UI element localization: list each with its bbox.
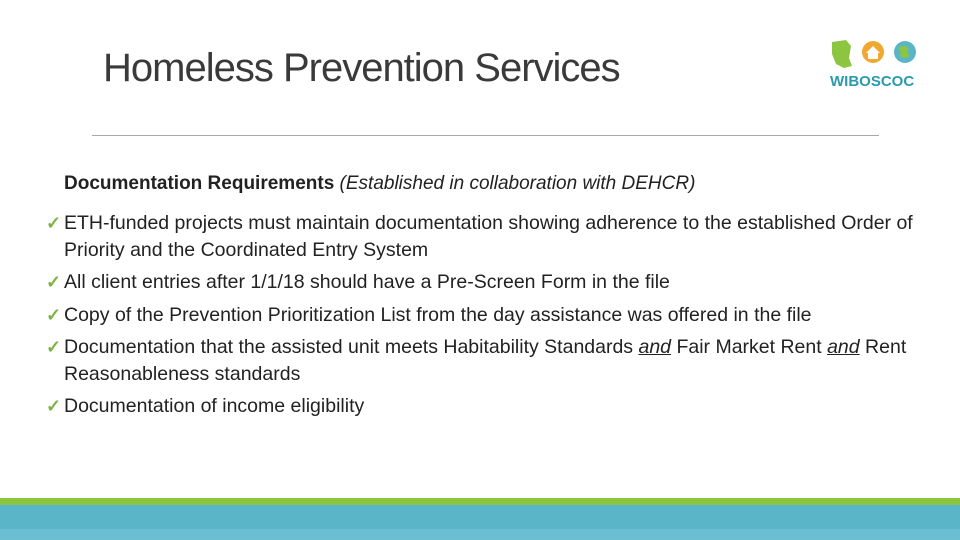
- checkmark-icon: ✓: [46, 213, 62, 233]
- item-text: Rent Reasonableness standards: [64, 336, 907, 385]
- checkmark-icon: ✓: [46, 304, 62, 325]
- wiboscoc-logo: [826, 36, 926, 96]
- list-item: [46, 393, 936, 420]
- item-text: Documentation that the assisted unit meets Habitability Standards: [64, 336, 639, 358]
- title-divider: [92, 135, 879, 136]
- footer-bar-green: [0, 498, 960, 505]
- subheading: [64, 173, 695, 195]
- wisconsin-shape-icon: [832, 40, 852, 68]
- checkmark-icon: ✓: [46, 396, 62, 416]
- checkmark-icon: ✓: [46, 337, 62, 357]
- item-text: Copy of the Prevention Prioritization List from the day assistance was offered in the file: [64, 303, 812, 326]
- footer-bar-blue-lower: [0, 529, 960, 540]
- logo-text: WIBOSCOC: [830, 73, 915, 90]
- checkmark-icon: ✓: [46, 272, 62, 292]
- item-text: All client entries after 1/1/18 should have a Pre-Screen Form in the file: [64, 271, 670, 293]
- subheading-italic: (Established in collaboration with DEHCR): [339, 173, 696, 194]
- requirements-list: [46, 210, 936, 426]
- item-text: Documentation of income eligibility: [64, 395, 365, 417]
- subheading-bold: Documentation Requirements: [64, 173, 335, 194]
- list-item: [46, 334, 936, 387]
- footer-bar-blue: [0, 505, 960, 529]
- item-emphasis: and: [638, 336, 672, 358]
- list-item: [46, 269, 936, 296]
- item-emphasis: and: [827, 336, 860, 358]
- slide-title: Homeless Prevention Services: [103, 46, 620, 90]
- item-text: Fair Market Rent: [671, 336, 828, 358]
- list-item: [46, 302, 936, 329]
- item-text: ETH-funded projects must maintain documentation showing adherence to the established Order of Priority and the Coordinated Entry System: [64, 212, 913, 261]
- list-item: [46, 210, 936, 263]
